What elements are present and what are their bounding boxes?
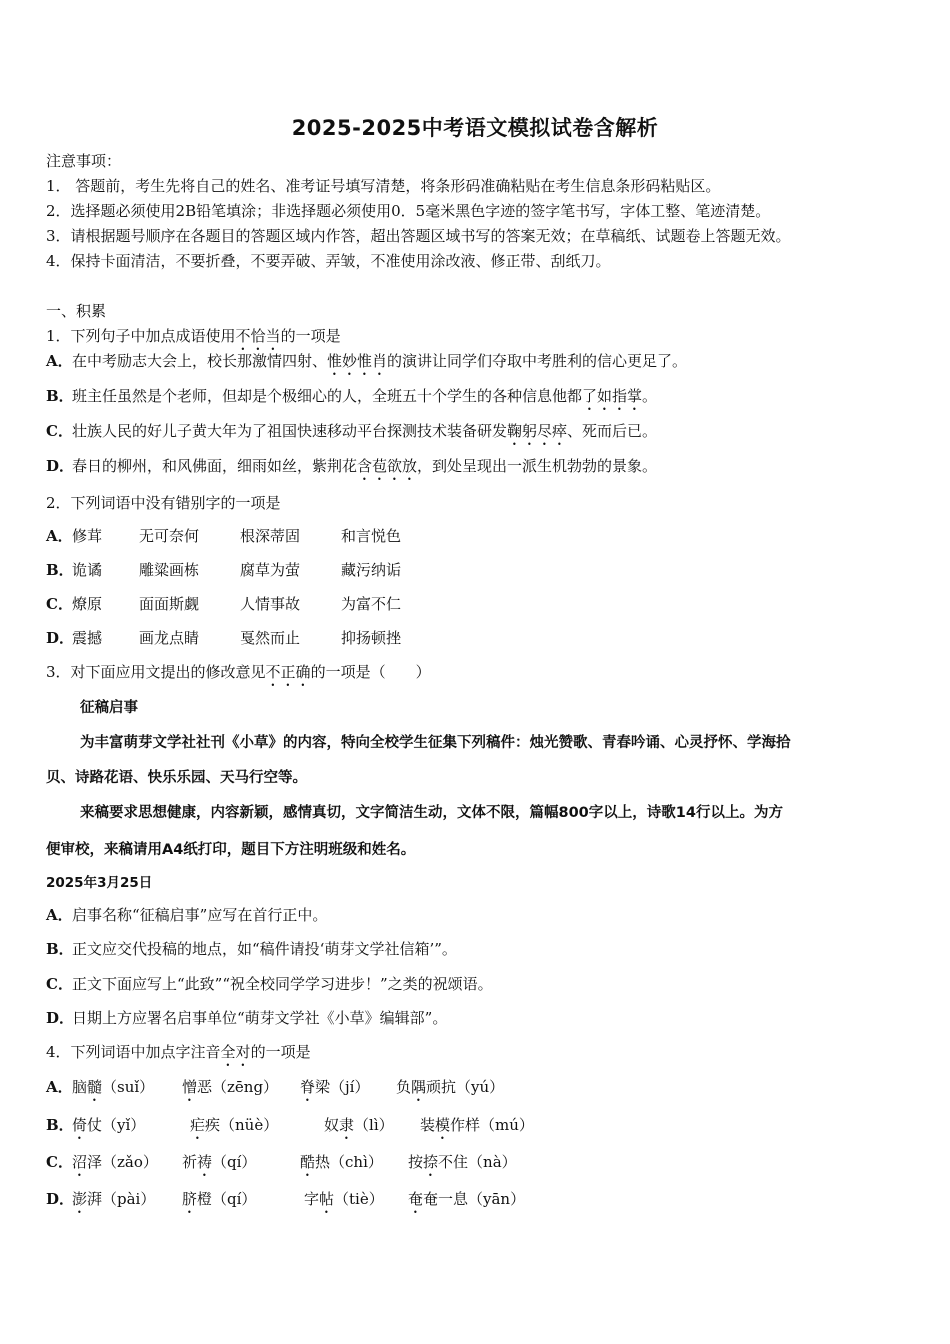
q1-option-b bbox=[46, 386, 657, 414]
q3-stem bbox=[46, 662, 431, 690]
item-pinyin: （qí） bbox=[212, 1153, 257, 1171]
notice-para2-line2: 便审校，来稿请用A4纸打印，题目下方注明班级和姓名。 bbox=[46, 842, 416, 858]
pinyin-item bbox=[408, 1153, 517, 1171]
notice-para1-line2: 贝、诗路花语、快乐乐园、天马行空等。 bbox=[46, 770, 307, 786]
dotted-char: 酷 bbox=[300, 1153, 316, 1171]
item-text: 奴 bbox=[324, 1116, 340, 1134]
dotted-char: 脐 bbox=[182, 1190, 198, 1208]
q4-option-b bbox=[46, 1115, 534, 1143]
option-label: C． bbox=[46, 595, 73, 613]
q3-option-d bbox=[46, 1008, 447, 1028]
q4-stem bbox=[46, 1042, 311, 1070]
dotted-char: 沼 bbox=[72, 1153, 88, 1171]
word: 画龙点睛 bbox=[139, 629, 200, 647]
pinyin-item bbox=[420, 1116, 534, 1134]
dotted-char: 倚 bbox=[72, 1116, 88, 1134]
q1-stem-dotted: 不恰当 bbox=[235, 327, 281, 345]
q4-option-c bbox=[46, 1152, 517, 1180]
pinyin-item bbox=[300, 1077, 396, 1105]
q3-option-b bbox=[46, 939, 457, 959]
word: 面面斯觑 bbox=[139, 595, 200, 613]
word: 戛然而止 bbox=[240, 629, 301, 647]
option-label: A． bbox=[46, 1078, 73, 1096]
option-text-end: ，到处呈现出一派生机勃勃的景象。 bbox=[417, 457, 658, 475]
option-label: B． bbox=[46, 940, 74, 958]
option-label: C． bbox=[46, 1153, 73, 1171]
word: 藏污纳诟 bbox=[341, 561, 402, 579]
dotted-idiom: 含苞欲放 bbox=[357, 457, 418, 475]
dotted-char: 祷 bbox=[197, 1153, 213, 1171]
option-text-end: 。 bbox=[642, 387, 658, 405]
word: 腐草为萤 bbox=[240, 561, 301, 579]
dotted-char: 模 bbox=[435, 1116, 451, 1134]
q3-option-a bbox=[46, 905, 327, 925]
page-title: 2025-2025中考语文模拟试卷含解析 bbox=[291, 116, 659, 140]
option-text: 班主任虽然是个老师，但却是个极细心的人，全班五十个学生的各种信息他都 bbox=[72, 387, 583, 405]
option-text-end: 的演讲让同学们夺取中考胜利的信心更足了。 bbox=[387, 352, 688, 370]
notice-heading: 注意事项： bbox=[46, 152, 122, 170]
pinyin-item bbox=[72, 1152, 182, 1180]
q1-option-a bbox=[46, 351, 687, 379]
option-text: 日期上方应署名启事单位“萌芽文学社《小草》编辑部”。 bbox=[72, 1009, 448, 1027]
pinyin-item bbox=[72, 1189, 182, 1217]
item-pinyin: （tiè） bbox=[334, 1190, 384, 1208]
item-pinyin: 热（chì） bbox=[315, 1153, 383, 1171]
notice-date: 2025年3月25日 bbox=[46, 875, 153, 891]
q3-stem-text-end: 的一项是（ ） bbox=[310, 663, 431, 681]
option-label: D． bbox=[46, 457, 75, 475]
dotted-char: 疟 bbox=[190, 1116, 206, 1134]
q2-stem: 2．下列词语中没有错别字的一项是 bbox=[46, 494, 281, 512]
section-heading: 一、积累 bbox=[46, 302, 107, 320]
item-text: 脑 bbox=[72, 1078, 88, 1096]
word: 抑扬顿挫 bbox=[341, 629, 402, 647]
item-pinyin: 泽（zǎo） bbox=[87, 1153, 158, 1171]
item-pinyin: 顽抗（yú） bbox=[426, 1078, 505, 1096]
notice-item-4: 4．保持卡面清洁，不要折叠，不要弄破、弄皱，不准使用涂改液、修正带、刮纸刀。 bbox=[46, 252, 611, 270]
option-label: A． bbox=[46, 352, 73, 370]
notice-item-1: 1． 答题前，考生先将自己的姓名、准考证号填写清楚，将条形码准确粘贴在考生信息条形码粘贴区。 bbox=[46, 177, 721, 195]
option-label: D． bbox=[46, 1009, 75, 1027]
dotted-char: 隅 bbox=[411, 1078, 427, 1096]
q4-stem-text-end: 的一项是 bbox=[250, 1043, 311, 1061]
notice-para2-line1: 来稿要求思想健康，内容新颖，感情真切，文字简洁生动，文体不限，篇幅800字以上，诗歌14行以上。为方 bbox=[80, 805, 783, 821]
option-label: A． bbox=[46, 527, 73, 545]
q1-stem bbox=[46, 326, 341, 354]
option-label: B． bbox=[46, 1116, 74, 1134]
option-label: C． bbox=[46, 422, 73, 440]
item-pinyin: 疾（nüè） bbox=[205, 1116, 279, 1134]
item-text: 字 bbox=[304, 1190, 320, 1208]
option-label: D． bbox=[46, 1190, 75, 1208]
q4-stem-dotted: 全对 bbox=[220, 1043, 251, 1061]
option-label: B． bbox=[46, 387, 74, 405]
item-text: 按 bbox=[408, 1153, 424, 1171]
q3-option-c bbox=[46, 974, 493, 994]
option-text-end: 、死而后已。 bbox=[567, 422, 658, 440]
option-text: 壮族人民的好儿子黄大年为了祖国快速移动平台探测技术装备研发 bbox=[72, 422, 508, 440]
dotted-idiom: 惟妙惟肖 bbox=[327, 352, 388, 370]
pinyin-item bbox=[182, 1152, 300, 1180]
item-pinyin: 湃（pài） bbox=[87, 1190, 156, 1208]
word: 震撼 bbox=[72, 629, 103, 647]
dotted-char: 澎 bbox=[72, 1190, 88, 1208]
item-pinyin: 不住（nà） bbox=[438, 1153, 517, 1171]
dotted-idiom: 鞠躬尽瘁 bbox=[507, 422, 568, 440]
item-text: 负 bbox=[396, 1078, 412, 1096]
q2-option-a bbox=[46, 526, 401, 546]
pinyin-item bbox=[182, 1077, 300, 1105]
item-text: 祈 bbox=[182, 1153, 198, 1171]
pinyin-item bbox=[304, 1189, 408, 1217]
word: 和言悦色 bbox=[341, 527, 402, 545]
pinyin-item bbox=[72, 1077, 182, 1105]
q1-option-c bbox=[46, 421, 657, 449]
word: 雕粱画栋 bbox=[139, 561, 200, 579]
pinyin-item bbox=[190, 1115, 324, 1143]
q2-option-d bbox=[46, 628, 401, 648]
option-text: 正文应交代投稿的地点，如“稿件请投‘萌芽文学社信箱’”。 bbox=[72, 940, 457, 958]
q3-stem-text: 3．对下面应用文提出的修改意见 bbox=[46, 663, 266, 681]
pinyin-item bbox=[72, 1115, 190, 1143]
notice-item-3: 3．请根据题号顺序在各题目的答题区域内作答，超出答题区域书写的答案无效；在草稿纸、试题卷上答题无效。 bbox=[46, 227, 791, 245]
dotted-char: 隶 bbox=[339, 1116, 355, 1134]
dotted-char: 捺 bbox=[423, 1153, 439, 1171]
q1-stem-text-end: 的一项是 bbox=[280, 327, 341, 345]
q2-option-c bbox=[46, 594, 401, 614]
item-pinyin: 橙（qí） bbox=[197, 1190, 257, 1208]
word: 根深蒂固 bbox=[240, 527, 301, 545]
item-pinyin: 作样（mú） bbox=[450, 1116, 534, 1134]
option-label: D． bbox=[46, 629, 75, 647]
dotted-idiom: 了如指掌 bbox=[582, 387, 643, 405]
word: 修茸 bbox=[72, 527, 103, 545]
item-pinyin: 梁（jí） bbox=[315, 1078, 370, 1096]
q4-option-d bbox=[46, 1189, 525, 1217]
option-text: 春日的柳州，和风佛面，细雨如丝，紫荆花 bbox=[72, 457, 358, 475]
item-pinyin: 仗（yǐ） bbox=[87, 1116, 146, 1134]
q2-option-b bbox=[46, 560, 401, 580]
item-text: 装 bbox=[420, 1116, 436, 1134]
word: 诡谲 bbox=[72, 561, 103, 579]
word: 为富不仁 bbox=[341, 595, 402, 613]
word: 燎原 bbox=[72, 595, 103, 613]
dotted-char: 脊 bbox=[300, 1078, 316, 1096]
item-pinyin: （suǐ） bbox=[102, 1078, 155, 1096]
option-text: 正文下面应写上“此致”“祝全校同学学习进步！”之类的祝颂语。 bbox=[72, 975, 493, 993]
pinyin-item bbox=[408, 1190, 525, 1208]
q4-stem-text: 4．下列词语中加点字注音 bbox=[46, 1043, 221, 1061]
dotted-char: 帖 bbox=[319, 1190, 335, 1208]
item-pinyin: （lì） bbox=[354, 1116, 394, 1134]
notice-item-2: 2．选择题必须使用2B铅笔填涂；非选择题必须使用0．5毫米黑色字迹的签字笔书写，字体工整、笔迹清楚。 bbox=[46, 202, 771, 220]
q1-stem-text: 1．下列句子中加点成语使用 bbox=[46, 327, 236, 345]
word: 无可奈何 bbox=[139, 527, 200, 545]
notice-title: 征稿启事 bbox=[80, 700, 138, 716]
pinyin-item bbox=[324, 1115, 420, 1143]
q3-stem-dotted: 不正确 bbox=[265, 663, 311, 681]
option-text: 启事名称“征稿启事”应写在首行正中。 bbox=[72, 906, 328, 924]
option-label: C． bbox=[46, 975, 73, 993]
pinyin-item bbox=[182, 1189, 304, 1217]
option-label: B． bbox=[46, 561, 74, 579]
pinyin-item bbox=[396, 1078, 504, 1096]
q1-option-d bbox=[46, 456, 657, 484]
pinyin-item bbox=[300, 1152, 408, 1180]
notice-para1-line1: 为丰富萌芽文学社社刊《小草》的内容，特向全校学生征集下列稿件：烛光赞歌、青春吟诵、心灵抒怀、学海拾 bbox=[80, 735, 791, 751]
dotted-char: 奄 bbox=[408, 1190, 424, 1208]
option-label: A． bbox=[46, 906, 73, 924]
item-pinyin: 奄一息（yān） bbox=[423, 1190, 526, 1208]
q4-option-a bbox=[46, 1077, 504, 1105]
word: 人情事故 bbox=[240, 595, 301, 613]
option-text: 在中考励志大会上，校长那激情四射、 bbox=[72, 352, 328, 370]
item-pinyin: 恶（zēng） bbox=[197, 1078, 279, 1096]
dotted-char: 髓 bbox=[87, 1078, 103, 1096]
dotted-char: 憎 bbox=[182, 1078, 198, 1096]
